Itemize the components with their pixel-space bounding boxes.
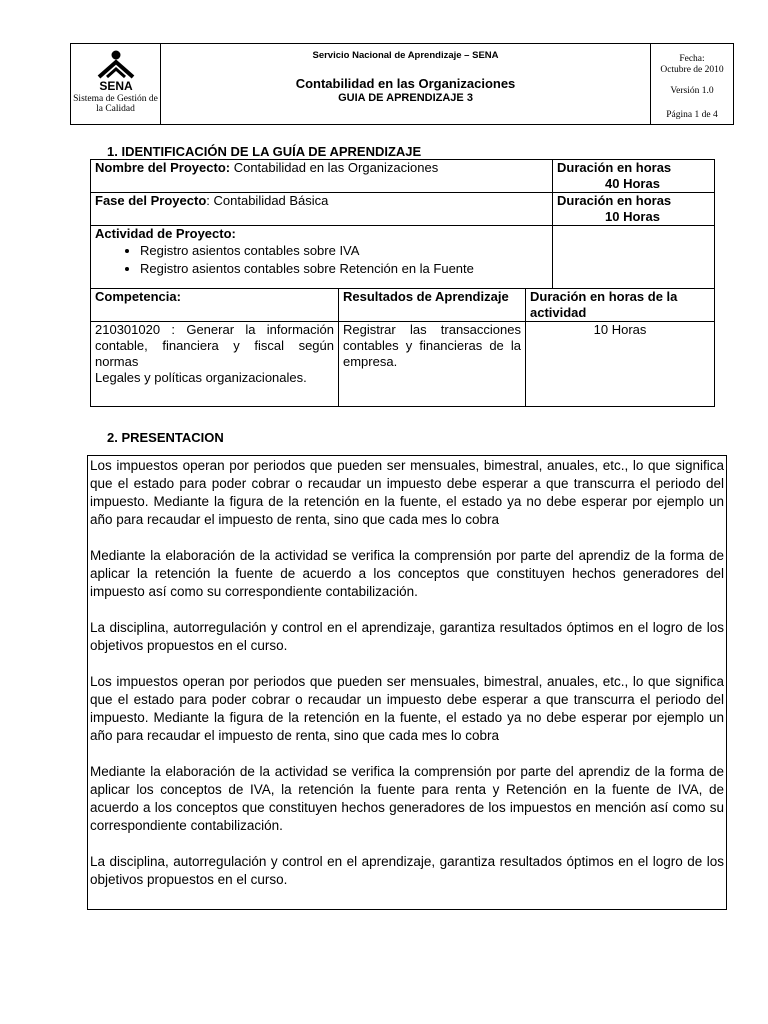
presentation-paragraph: Los impuestos operan por periodos que pueden ser mensuales, bimestral, anuales, etc., lo que significa que el estado para poder cobrar o recaudar un impuesto debe esperar a que transcurra el periodo del impuesto. Mediante la figura de la retención en la fuente, el estado ya no debe esperar por ejemplo un año para recaudar el impuesto de renta, sino que cada mes lo cobra — [90, 458, 724, 527]
phase-label: Fase del Proyecto — [95, 193, 207, 208]
activity-duration-value: 10 Horas — [526, 322, 715, 407]
results-header: Resultados de Aprendizaje — [339, 289, 526, 322]
identification-table — [90, 159, 715, 407]
presentation-paragraph: La disciplina, autorregulación y control en el aprendizaje, garantiza resultados óptimos en el logro de los objetivos propuestos en el curso. — [90, 620, 724, 653]
phase-value: : Contabilidad Básica — [206, 193, 329, 208]
section-1-title: 1. IDENTIFICACIÓN DE LA GUÍA DE APRENDIZAJE — [107, 144, 422, 159]
competence-text-2: Legales y políticas organizacionales. — [95, 370, 307, 385]
project-name-value: Contabilidad en las Organizaciones — [230, 160, 439, 175]
phase-duration-value: 10 Horas — [605, 209, 660, 224]
activity-label: Actividad de Proyecto: — [95, 226, 236, 241]
presentation-paragraph: Mediante la elaboración de la actividad se verifica la comprensión por parte del aprendiz de la forma de aplicar la retención la fuente de acuerdo a los conceptos que constituyen hechos generadores del impuesto así como su correspondiente contabilización. — [90, 548, 724, 599]
project-duration-label: Duración en horas — [557, 160, 672, 175]
activity-list — [95, 242, 548, 278]
organization-name: Servicio Nacional de Aprendizaje – SENA — [312, 50, 499, 61]
logo-caption: Sistema de Gestión de la Calidad — [73, 94, 158, 114]
competence-header-row — [91, 289, 715, 322]
document-header — [70, 43, 734, 125]
date-label: Fecha: — [679, 54, 705, 64]
presentation-box — [87, 455, 727, 910]
document-subtitle: GUIA DE APRENDIZAJE 3 — [338, 92, 473, 104]
page-number: Página 1 de 4 — [666, 110, 718, 120]
project-duration-value: 40 Horas — [605, 176, 660, 191]
project-name-label: Nombre del Proyecto: — [95, 160, 231, 175]
project-name-row — [91, 160, 715, 193]
logo-brand: SENA — [98, 79, 133, 92]
presentation-paragraph: La disciplina, autorregulación y control en el aprendizaje, garantiza resultados óptimos en el logro de los objetivos propuestos en el curso. — [90, 854, 724, 887]
presentation-paragraph: Los impuestos operan por periodos que pueden ser mensuales, bimestral, anuales, etc., lo que significa que el estado para poder cobrar o recaudar un impuesto debe esperar a que transcurra el periodo del impuesto. Mediante la figura de la retención en la fuente, el estado ya no debe esperar por ejemplo un año para recaudar el impuesto de renta, sino que cada mes lo cobra — [90, 674, 724, 743]
date-value: Octubre de 2010 — [660, 65, 724, 75]
header-meta — [651, 44, 733, 124]
section-2-title: 2. PRESENTACION — [107, 430, 224, 445]
competence-header: Competencia: — [91, 289, 339, 322]
list-item: • Registro asientos contables sobre Retención en la Fuente — [140, 260, 548, 278]
competence-text: 210301020 : Generar la información contable, financiera y fiscal según normas — [95, 322, 334, 369]
logo-cell — [71, 44, 161, 124]
results-text: Registrar las transacciones contables y financieras de la empresa. — [339, 322, 526, 407]
competence-row — [91, 322, 715, 407]
list-item: • Registro asientos contables sobre IVA — [140, 242, 548, 260]
activity-duration-header: Duración en horas de la actividad — [526, 289, 715, 322]
document-title: Contabilidad en las Organizaciones — [295, 76, 516, 91]
sena-logo-icon — [86, 50, 146, 92]
phase-row — [91, 193, 715, 226]
presentation-paragraph: Mediante la elaboración de la actividad se verifica la comprensión por parte del aprendiz de la forma de aplicar los conceptos de IVA, la retención la fuente para renta y Retención en la fuente de IVA, de acuerdo a los conceptos que constituyen hechos generadores de los impuestos en mención así como su correspondiente contabilización. — [90, 764, 724, 833]
version-label: Versión 1.0 — [670, 86, 714, 96]
phase-duration-label: Duración en horas — [557, 193, 672, 208]
activity-row — [91, 226, 715, 289]
header-center — [161, 44, 651, 124]
activity-duration-empty — [553, 226, 715, 289]
